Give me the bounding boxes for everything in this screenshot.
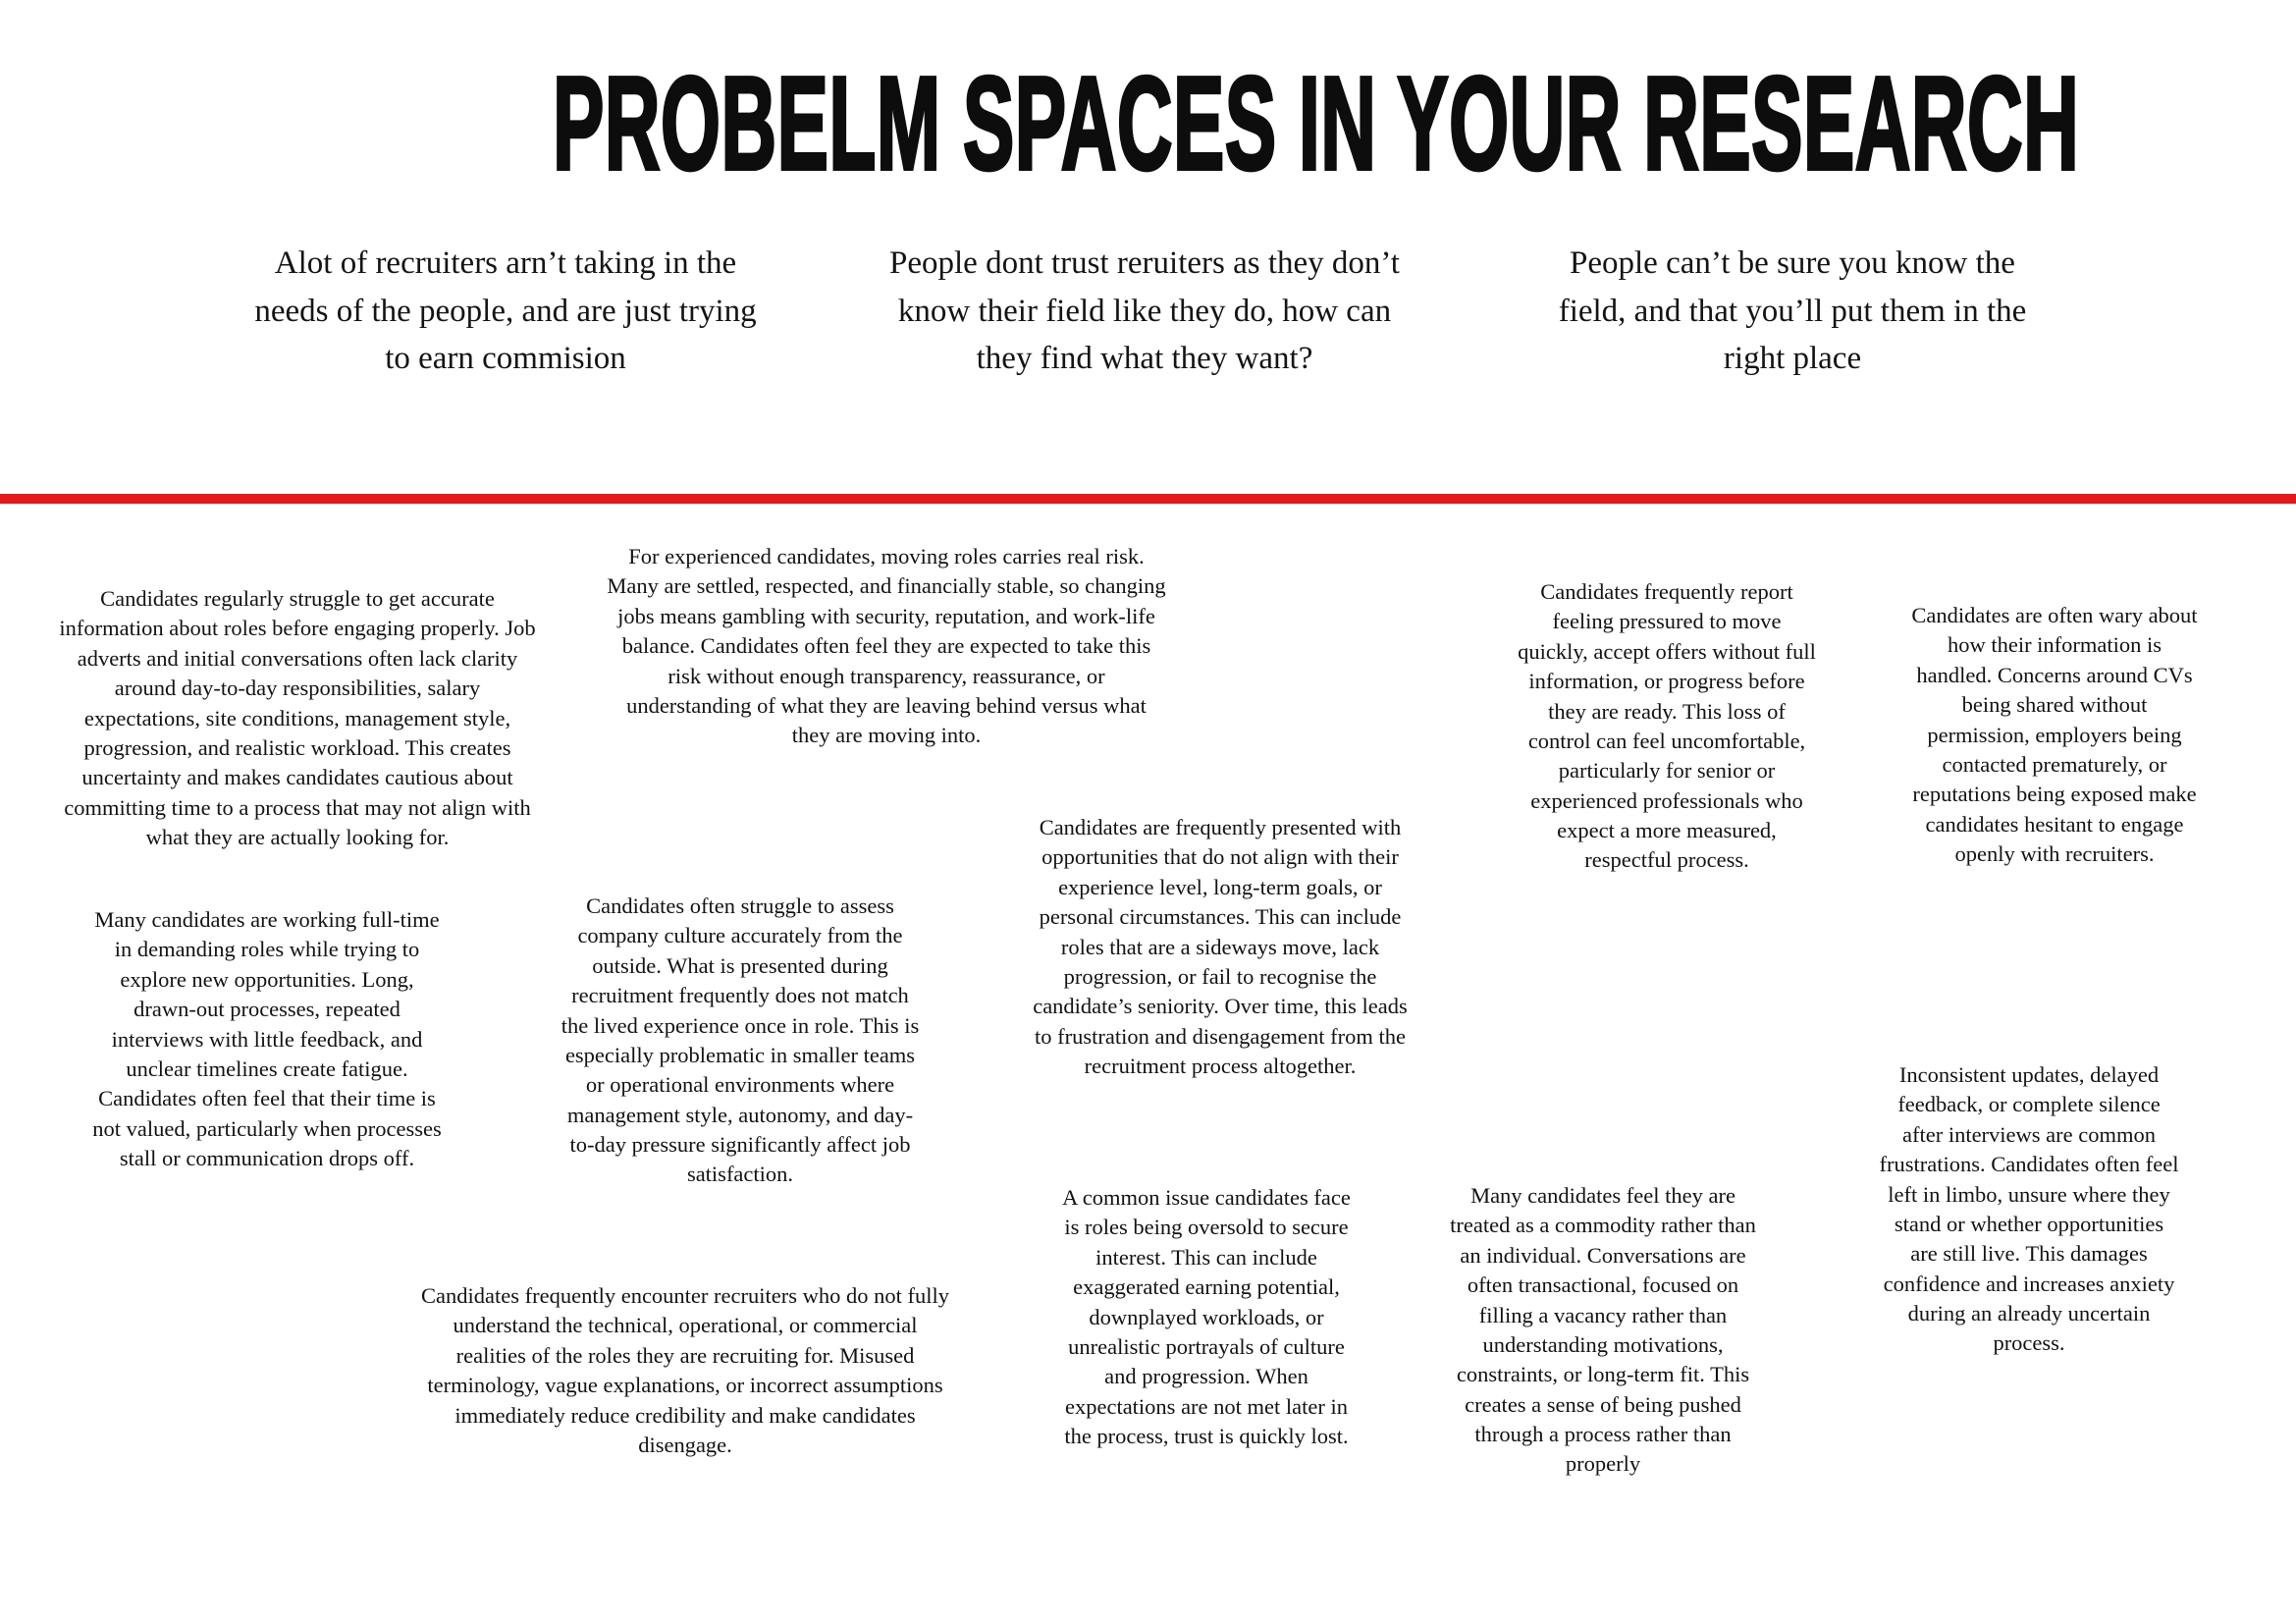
note-oversold-roles: A common issue candidates face is roles being oversold to secure interest. This can include exaggerated earning potential, downplayed workloads, or unrealistic portrayals of culture and progression. When expectations are not met later in the process, trust is quickly lost. [1062, 1185, 1351, 1448]
red-divider [0, 494, 2296, 504]
note-pressure-to-move: Candidates frequently report feeling pressured to move quickly, accept offers without full information, or progress before they are ready. This loss of control can feel uncomfortable, particularly for senior or experienced professionals who expect a more measured, respectful process. [1518, 579, 1816, 873]
note-treated-as-commodity: Many candidates feel they are treated as a commodity rather than an individual. Conversations are often transactional, focused on filling a vacancy rather than understanding motivations, constraints, or long-term fit. This creates a sense of being pushed through a process rather than properly [1450, 1183, 1756, 1477]
note-recruiter-credibility: Candidates frequently encounter recruiters who do not fully understand the technical, operational, or commercial realities of the roles they are recruiting for. Misused terminology, vague explanations, or incorrect assumptions immediately reduce credibility and make candidates disengage. [421, 1283, 949, 1457]
page-title-wrap [0, 49, 2296, 197]
subtitle-field-knowledge: People can’t be sure you know the field, and that you’ll put them in the right place [1558, 245, 2027, 376]
note-information-privacy: Candidates are often wary about how their information is handled. Concerns around CVs being shared without permission, employers being contacted prematurely, or reputations being exposed make candidates hesitant to engage openly with recruiters. [1911, 603, 2198, 866]
note-risk-of-moving: For experienced candidates, moving roles carries real risk. Many are settled, respected, and financially stable, so changing jobs means gambling with security, reputation, and work-life balance. Candidates often feel they are expected to take this risk without enough transparency, reassurance, or understanding of what they are leaving behind versus what they are moving into. [607, 544, 1166, 748]
subtitle-trust-in-recruiters: People dont trust reruiters as they don’t know their field like they do, how can they find what they want? [889, 245, 1400, 376]
note-role-information: Candidates regularly struggle to get accurate information about roles before engaging properly. Job adverts and initial conversations often lack clarity around day-to-day responsibilities, salary expectations, site conditions, management style, progression, and realistic workload. This creates uncertainty and makes candidates cautious about committing time to a process that may not align with what they are actually looking for. [59, 586, 536, 849]
note-company-culture: Candidates often struggle to assess company culture accurately from the outside. What is presented during recruitment frequently does not match the lived experience once in role. This is especially problematic in smaller teams or operational environments where management style, autonomy, and day-to-day pressure significantly affect job satisfaction. [561, 893, 920, 1187]
note-misaligned-opportunities: Candidates are frequently presented with opportunities that do not align with their experience level, long-term goals, or personal circumstances. This can include roles that are a sideways move, lack progression, or fail to recognise the candidate’s seniority. Over time, this leads to frustration and disengagement from the recruitment process altogether. [1033, 815, 1408, 1078]
note-communication-silence: Inconsistent updates, delayed feedback, or complete silence after interviews are common frustrations. Candidates often feel left in limbo, unsure where they stand or whether opportunities are still live. This damages confidence and increases anxiety during an already uncertain process. [1879, 1062, 2179, 1356]
subtitle-commission-focus: Alot of recruiters arn’t taking in the needs of the people, and are just trying to earn commision [254, 245, 757, 376]
page-title: PROBELM SPACES IN YOUR RESEARCH [553, 49, 2080, 197]
note-process-fatigue: Many candidates are working full-time in demanding roles while trying to explore new opportunities. Long, drawn-out processes, repeated interviews with little feedback, and unclear timelines create fatigue. Candidates often feel that their time is not valued, particularly when processes stall or communication drops off. [92, 907, 442, 1170]
